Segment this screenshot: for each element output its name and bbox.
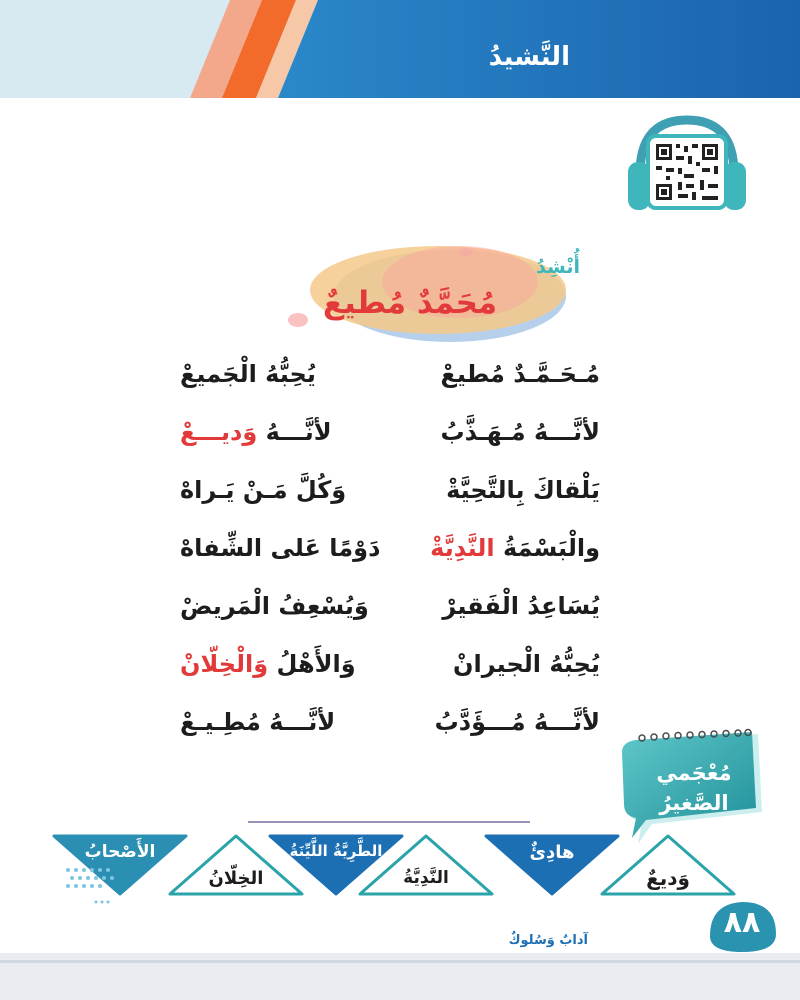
verse-first-half: لأنَّـــهُ مُـهَـذَّبُ [440,418,600,446]
poem-verse [180,592,600,650]
verse-first-half: لأنَّـــهُ مُـــؤَدَّبُ [434,708,600,736]
recite-label: أُنْشِدُ [536,256,580,278]
word-text: النَّدِيَّةُ [403,868,449,888]
poem-verse [180,360,600,418]
verse-first-half: يَلْقاكَ بِالتَّحِيَّةْ [446,476,600,504]
verse-text: والْبَسْمَةُ [494,534,600,562]
verse-second-half: دَوْمًا عَلى الشِّفاهْ [180,534,381,562]
header-stripes [0,0,800,98]
poem-verse [180,476,600,534]
word-text: الأَصْحابُ [84,842,156,862]
page-title: النَّشيدُ [488,42,570,72]
word-card [482,830,622,900]
page-number: ٨٨ [723,905,761,940]
verse-text: وَالأَهْلُ [268,650,356,678]
word-text: هادِئٌ [529,842,575,863]
poem [180,360,600,766]
verse-first-half: يُسَاعِدُ الْفَقيرْ [442,592,600,620]
verse-first-half: يُحِبُّهُ الْجيرانْ [453,650,600,678]
word-text: وَديعٌ [646,866,690,890]
highlighted-word: وَديـــعْ [180,418,258,446]
verse-second-half: يُحِبُّهُ الْجَميعْ [180,360,316,388]
verse-second-half [180,650,356,678]
poem-verse [180,534,600,592]
audio-qr-headphones-icon[interactable] [622,112,752,222]
poem-verse [180,708,600,766]
highlighted-word: وَالْخِلّانْ [180,650,269,678]
lexicon-title-line: مُعْجَمي [656,761,732,785]
verse-first-half: مُـحَـمَّـدٌ مُطيعْ [440,360,600,388]
poem-verse [180,650,600,708]
poem-title: مُحَمَّدٌ مُطيعٌ [322,285,498,321]
verse-first-half [430,534,600,562]
verse-second-half: وَكُلَّ مَـنْ يَـراهْ [180,476,347,504]
lexicon-title [634,758,754,818]
highlighted-word: النَّدِيَّةْ [430,534,495,562]
word-text: الخِلّانُ [208,868,264,889]
footer-line [0,960,800,963]
word-text: الطَّرِيَّةُ اللَّيِّنَةُ [289,842,383,860]
lexicon-title-line: الصَّغيرُ [659,791,729,815]
poem-verse [180,418,600,476]
verse-second-half [180,418,332,446]
verse-text: لأنَّـــهُ [257,418,332,446]
page-header [0,0,800,98]
verse-second-half: وَيُسْعِفُ الْمَريضْ [180,592,369,620]
verse-second-half: لأنَّـــهُ مُطِـيـعْ [180,708,336,736]
book-title: آدابٌ وَسُلوكٌ [508,933,588,948]
divider [248,821,530,823]
dotted-pattern [62,864,132,904]
